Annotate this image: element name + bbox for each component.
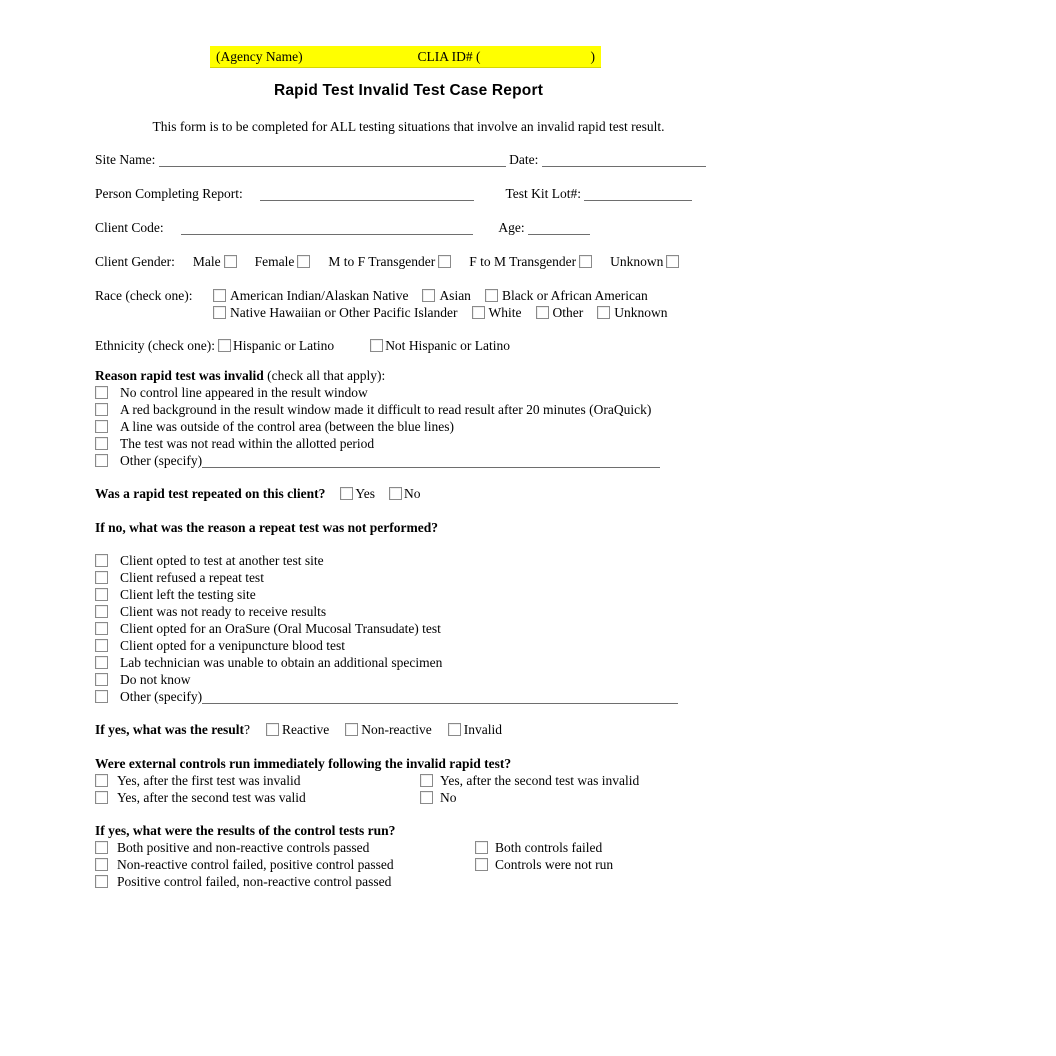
if-no-item [95,671,722,688]
checkbox-ctrl-nonreactive-failed[interactable] [95,858,108,871]
result-question-bold: If yes, what was the result [95,722,244,737]
if-no-item [95,620,722,637]
site-name-line[interactable] [159,166,506,167]
reason-label-line-outside: A line was outside of the control area (between the blue lines) [120,419,455,434]
checkbox-race-black[interactable] [485,289,498,302]
checkbox-gender-unknown[interactable] [666,255,679,268]
external-controls-question: Were external controls run immediately following the invalid rapid test? [95,756,512,771]
date-line[interactable] [542,166,706,167]
ext-label-first-invalid: Yes, after the first test was invalid [117,773,301,788]
external-controls-col2 [420,772,639,806]
ctrl-item [475,839,613,856]
race-options-row2 [213,304,722,321]
checkbox-ifno-another-site[interactable] [95,554,108,567]
checkbox-reason-other[interactable] [95,454,108,467]
agency-header-highlight [210,46,601,67]
reason-item [95,452,722,469]
checkbox-race-white[interactable] [472,306,485,319]
reason-invalid-heading [95,367,722,384]
checkbox-ifno-not-ready[interactable] [95,605,108,618]
checkbox-result-reactive[interactable] [266,723,279,736]
race-row-1 [95,287,722,304]
checkbox-gender-ftm[interactable] [579,255,592,268]
clia-close-paren: ) [590,49,595,64]
ethnicity-option-not-hispanic: Not Hispanic or Latino [385,338,511,353]
checkbox-repeat-no[interactable] [389,487,402,500]
ctrl-label-not-run: Controls were not run [495,857,614,872]
race-label: Race (check one): [95,288,193,303]
checkbox-result-non-reactive[interactable] [345,723,358,736]
if-no-item [95,637,722,654]
test-kit-lot-line[interactable] [584,200,692,201]
ctrl-label-positive-failed: Positive control failed, non-reactive control passed [117,874,392,889]
ctrl-item [95,856,475,873]
checkbox-reason-red-background[interactable] [95,403,108,416]
checkbox-ext-second-invalid[interactable] [420,774,433,787]
ifno-label-lab-unable: Lab technician was unable to obtain an additional specimen [120,655,443,670]
checkbox-gender-mtf[interactable] [438,255,451,268]
client-code-line[interactable] [181,234,473,235]
ifno-label-not-ready: Client was not ready to receive results [120,604,327,619]
reason-item [95,384,722,401]
checkbox-ethnicity-not-hispanic[interactable] [370,339,383,352]
race-option-white: White [488,305,522,320]
reason-invalid-heading-bold: Reason rapid test was invalid [95,368,264,383]
ethnicity-row [95,337,722,354]
result-option-non-reactive: Non-reactive [361,722,432,737]
race-option-hawaiian: Native Hawaiian or Other Pacific Islander [230,305,458,320]
repeat-question: Was a rapid test repeated on this client? [95,486,326,501]
checkbox-ifno-left-site[interactable] [95,588,108,601]
control-results-columns [95,839,722,890]
ethnicity-label: Ethnicity (check one): [95,338,215,353]
race-option-black: Black or African American [501,288,648,303]
reason-invalid-section [95,367,722,469]
race-option-other: Other [552,305,584,320]
checkbox-reason-line-outside[interactable] [95,420,108,433]
checkbox-ext-second-valid[interactable] [95,791,108,804]
ifno-label-other: Other (specify) [120,689,203,704]
if-no-item [95,569,722,586]
checkbox-ctrl-both-failed[interactable] [475,841,488,854]
control-results-col2 [475,839,613,890]
if-no-item [95,654,722,671]
ext-label-second-valid: Yes, after the second test was valid [117,790,306,805]
control-results-question: If yes, what were the results of the control tests run? [95,823,396,838]
checkbox-ctrl-positive-failed[interactable] [95,875,108,888]
client-gender-label: Client Gender: [95,254,175,269]
checkbox-gender-male[interactable] [224,255,237,268]
control-results-section [95,822,722,890]
ifno-label-do-not-know: Do not know [120,672,191,687]
checkbox-race-unknown[interactable] [597,306,610,319]
ext-item [420,772,639,789]
result-question-row [95,721,722,738]
reason-item [95,418,722,435]
ext-item [95,772,420,789]
age-label: Age: [498,220,525,235]
age-line[interactable] [528,234,590,235]
if-no-item [95,552,722,569]
if-no-options-list [95,552,722,705]
form-title: Rapid Test Invalid Test Case Report [273,82,544,99]
checkbox-ctrl-not-run[interactable] [475,858,488,871]
checkbox-ifno-do-not-know[interactable] [95,673,108,686]
external-controls-columns [95,772,722,806]
date-label: Date: [509,152,539,167]
result-option-invalid: Invalid [463,722,502,737]
agency-name-label: (Agency Name) [216,49,303,64]
site-name-label: Site Name: [95,152,156,167]
reason-label-red-background: A red background in the result window made it difficult to read result after 20 minutes (OraQuick) [120,402,652,417]
ifno-label-left-site: Client left the testing site [120,587,256,602]
ctrl-item [95,839,475,856]
client-code-label: Client Code: [95,220,164,235]
gender-option-unknown: Unknown [610,254,664,269]
ctrl-item [475,856,613,873]
checkbox-repeat-yes[interactable] [340,487,353,500]
control-results-col1 [95,839,475,890]
if-no-item [95,603,722,620]
gender-row [95,253,722,270]
ext-label-second-invalid: Yes, after the second test was invalid [440,773,640,788]
race-section [95,287,722,321]
reason-label-other: Other (specify) [120,453,203,468]
checkbox-ifno-venipuncture[interactable] [95,639,108,652]
gender-option-female: Female [254,254,295,269]
checkbox-ifno-lab-unable[interactable] [95,656,108,669]
reason-invalid-heading-rest: (check all that apply): [263,368,386,383]
checkbox-race-american-indian[interactable] [213,289,226,302]
checkbox-ifno-other[interactable] [95,690,108,703]
checkbox-race-asian[interactable] [422,289,435,302]
reason-label-not-read: The test was not read within the allotted period [120,436,375,451]
form-instructions: This form is to be completed for ALL testing situations that involve an invalid rapid test result. [152,119,665,134]
clia-id-label: CLIA ID# ( [417,49,481,64]
checkbox-result-invalid[interactable] [448,723,461,736]
ext-item [95,789,420,806]
external-controls-col1 [95,772,420,806]
repeat-yes-label: Yes [355,486,376,501]
ctrl-label-both-failed: Both controls failed [495,840,603,855]
ext-label-no: No [440,790,457,805]
ethnicity-option-hispanic: Hispanic or Latino [232,338,335,353]
repeat-question-row [95,485,722,502]
result-question-mark: ? [244,722,250,737]
gender-option-ftm: F to M Transgender [469,254,577,269]
race-option-asian: Asian [439,288,471,303]
race-options-row1 [213,287,722,304]
reason-item [95,435,722,452]
ifno-label-refused: Client refused a repeat test [120,570,264,585]
test-kit-lot-label: Test Kit Lot#: [505,186,582,201]
checkbox-race-other[interactable] [536,306,549,319]
external-controls-section [95,755,722,806]
checkbox-race-hawaiian[interactable] [213,306,226,319]
checkbox-ifno-orasure[interactable] [95,622,108,635]
race-option-american-indian: American Indian/Alaskan Native [230,288,409,303]
ext-item [420,789,639,806]
checkbox-ext-first-invalid[interactable] [95,774,108,787]
reason-label-no-control-line: No control line appeared in the result window [120,385,368,400]
ifno-other-specify-line[interactable] [202,703,678,704]
ctrl-label-both-passed: Both positive and non-reactive controls passed [117,840,370,855]
gender-option-male: Male [192,254,221,269]
checkbox-reason-not-read[interactable] [95,437,108,450]
if-no-item [95,688,722,705]
if-no-question: If no, what was the reason a repeat test was not performed? [95,520,438,535]
reason-item [95,401,722,418]
checkbox-ctrl-both-passed[interactable] [95,841,108,854]
checkbox-reason-no-control-line[interactable] [95,386,108,399]
checkbox-ifno-refused[interactable] [95,571,108,584]
person-kit-row [95,185,722,202]
checkbox-ext-no[interactable] [420,791,433,804]
race-row-2 [95,304,722,321]
race-option-unknown: Unknown [614,305,668,320]
person-completing-label: Person Completing Report: [95,186,243,201]
reason-other-specify-line[interactable] [202,467,660,468]
if-no-item [95,586,722,603]
gender-option-mtf: M to F Transgender [328,254,436,269]
ctrl-label-nonreactive-failed: Non-reactive control failed, positive control passed [117,857,394,872]
result-option-reactive: Reactive [282,722,330,737]
checkbox-gender-female[interactable] [297,255,310,268]
ifno-label-another-site: Client opted to test at another test site [120,553,324,568]
ifno-label-orasure: Client opted for an OraSure (Oral Mucosal Transudate) test [120,621,441,636]
ifno-label-venipuncture: Client opted for a venipuncture blood test [120,638,345,653]
checkbox-ethnicity-hispanic[interactable] [218,339,231,352]
ctrl-item [95,873,475,890]
person-completing-line[interactable] [260,200,474,201]
repeat-no-label: No [404,486,421,501]
code-age-row [95,219,722,236]
site-date-row [95,151,710,168]
